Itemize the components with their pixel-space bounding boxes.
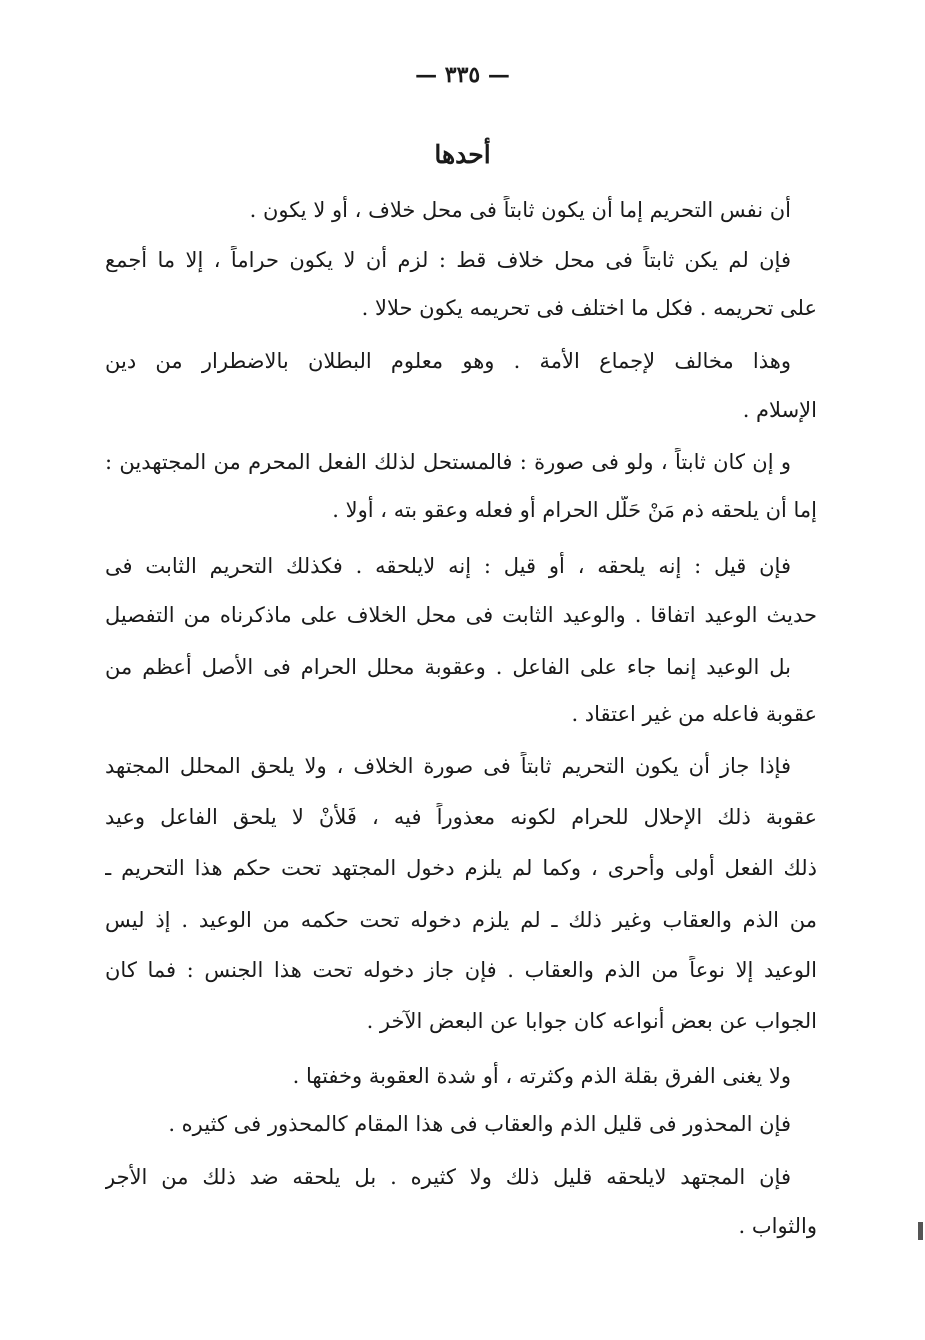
text-line: وهذا مخالف لإجماع الأمة . وهو معلوم البطلان بالاضطرار من دين — [105, 349, 791, 373]
text-line: والثواب . — [738, 1214, 817, 1238]
text-line: من الذم والعقاب وغير ذلك ـ لم يلزم دخوله تحت حكمه من الوعيد . إذ ليس — [105, 908, 817, 932]
margin-mark — [918, 1222, 923, 1240]
text-line: حديث الوعيد اتفاقا . والوعيد الثابت فى محل الخلاف على ماذكرناه من التفصيل — [105, 603, 817, 627]
text-line: الإسلام . — [742, 398, 817, 422]
text-line: فإن لم يكن ثابتاً فى محل خلاف قط : لزم أن لا يكون حراماً ، إلا ما أجمع — [105, 248, 791, 272]
text-line: فإن قيل : إنه يلحقه ، أو قيل : إنه لايلحقه . فكذلك التحريم الثابت فى — [105, 554, 791, 578]
text-line: الوعيد إلا نوعاً من الذم والعقاب . فإن جاز دخوله تحت هذا الجنس : فما كان — [105, 958, 817, 982]
text-line: و إن كان ثابتاً ، ولو فى صورة : فالمستحل لذلك الفعل المحرم من المجتهدين : — [105, 450, 791, 474]
text-line: الجواب عن بعض أنواعه كان جوابا عن البعض الآخر . — [366, 1009, 817, 1033]
text-line: عقوبة ذلك الإحلال للحرام لكونه معذوراً فيه ، فَلأنْ لا يلحق الفاعل وعيد — [105, 805, 817, 829]
text-line: ولا يغنى الفرق بقلة الذم وكثرته ، أو شدة العقوبة وخفتها . — [292, 1064, 791, 1088]
section-heading: أحدها — [434, 140, 491, 169]
text-line: فإن المجتهد لايلحقه قليل ذلك ولا كثيره . بل يلحقه ضد ذلك من الأجر — [105, 1165, 791, 1189]
text-line: فإن المحذور فى قليل الذم والعقاب فى هذا المقام كالمحذور فى كثيره . — [168, 1112, 791, 1136]
text-line: فإذا جاز أن يكون التحريم ثابتاً فى صورة الخلاف ، ولا يلحق المحلل المجتهد — [105, 754, 791, 778]
text-line: أن نفس التحريم إما أن يكون ثابتاً فى محل خلاف ، أو لا يكون . — [249, 198, 791, 222]
text-line: ذلك الفعل أولى وأحرى ، وكما لم يلزم دخول المجتهد تحت حكم هذا التحريم ـ — [105, 856, 817, 880]
text-line: عقوبة فاعله من غير اعتقاد . — [571, 702, 817, 726]
text-line: على تحريمه . فكل ما اختلف فى تحريمه يكون حلالا . — [361, 296, 817, 320]
text-line: إما أن يلحقه ذم مَنْ حَلَّل الحرام أو فعله وعقو بته ، أولا . — [332, 498, 817, 522]
text-line: بل الوعيد إنما جاء على الفاعل . وعقوبة محلل الحرام فى الأصل أعظم من — [105, 655, 791, 679]
page-number: — ٣٣٥ — — [415, 62, 510, 88]
